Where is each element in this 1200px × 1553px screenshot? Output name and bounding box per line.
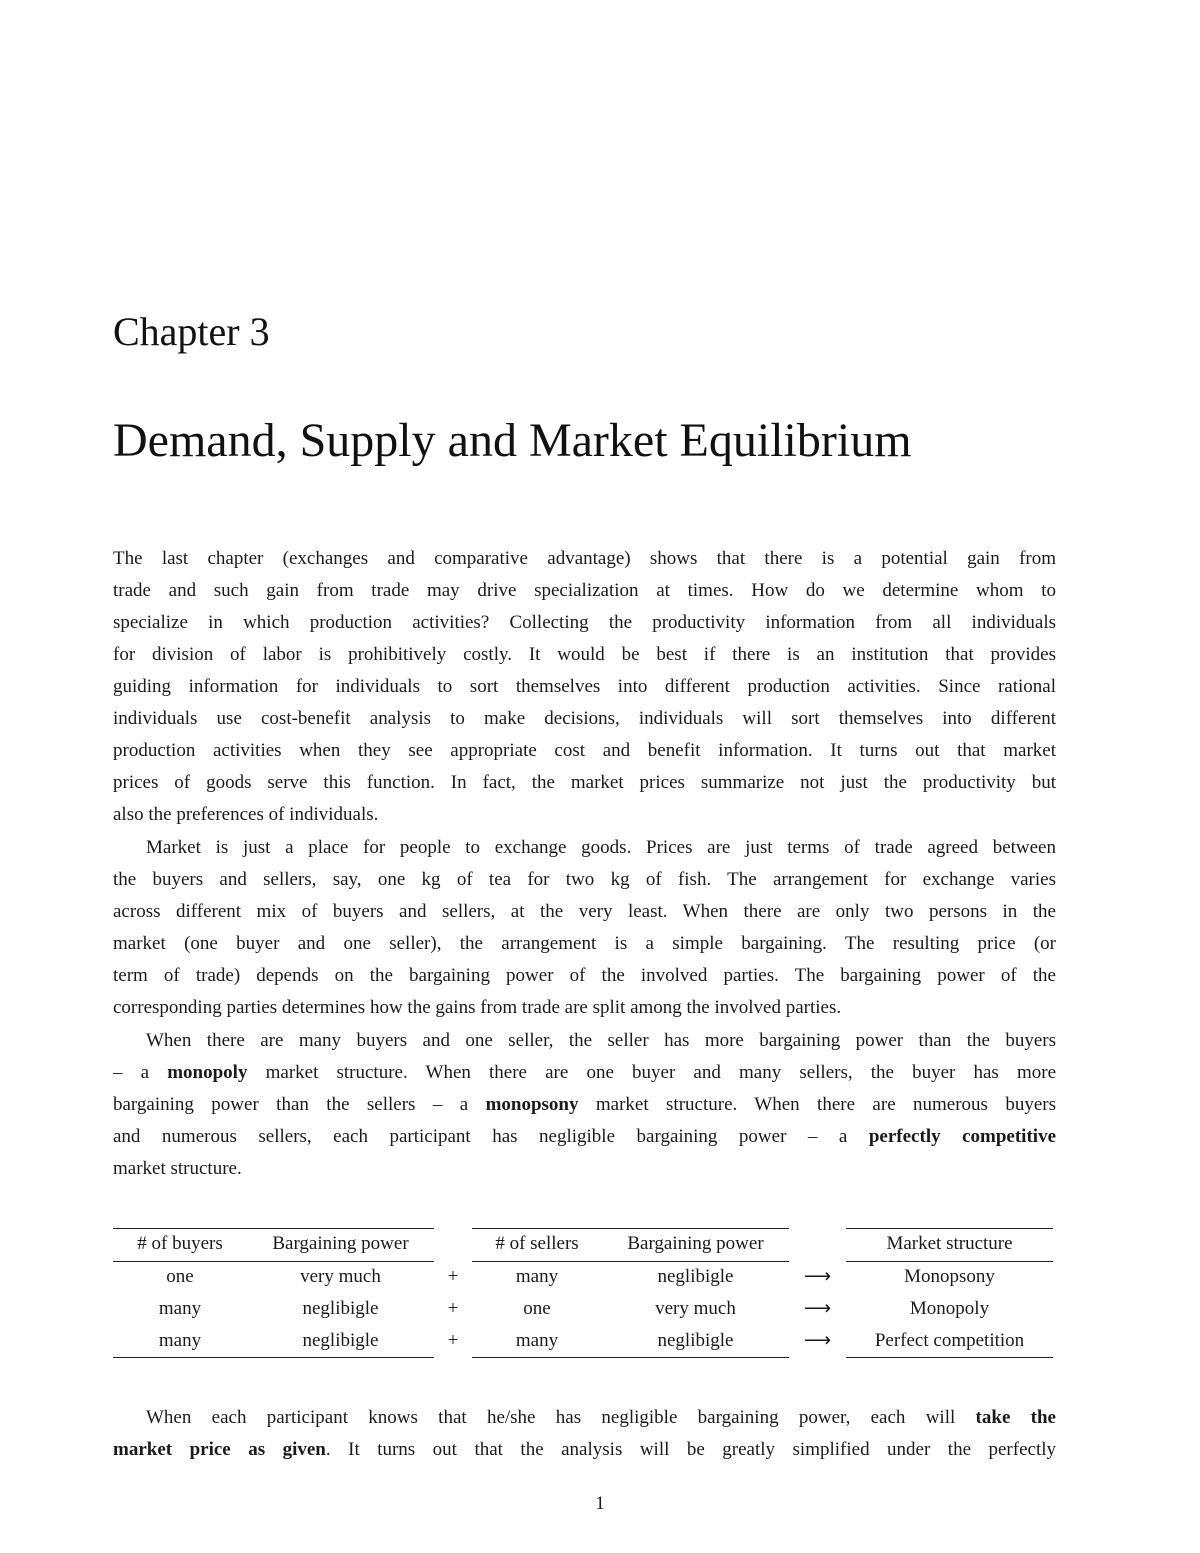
table-rule [472, 1357, 789, 1358]
paragraph-line: term of trade) depends on the bargaining power of the involved parties. The bargaining power of the [113, 965, 1056, 986]
paragraph-line [146, 1402, 1056, 1434]
page-number: 1 [595, 1493, 605, 1514]
term-market-price-as-given: market price as given [113, 1439, 326, 1460]
text-run: . It turns out that the analysis will be greatly simplified under the perfectly [325, 1439, 1057, 1460]
paragraph-line: the buyers and sellers, say, one kg of tea for two kg of fish. The arrangement for exchange varies [113, 869, 1056, 890]
header-structure: Market structure [886, 1233, 1013, 1254]
chapter-label: Chapter 3 [113, 309, 270, 354]
paragraph-line: specialize in which production activities? Collecting the productivity information from all individuals [113, 612, 1056, 633]
paragraph-line: market (one buyer and one seller), the arrangement is a simple bargaining. The resulting price (or [113, 933, 1056, 954]
paragraph-line: also the preferences of individuals. [113, 804, 379, 825]
table-cell: very much [300, 1266, 381, 1287]
text-run: bargaining power than the sellers – a [113, 1094, 486, 1115]
table-cell: one [166, 1266, 194, 1287]
paragraph-line: across different mix of buyers and sellers, at the very least. When there are only two persons in the [113, 901, 1056, 922]
term-take-the: take the [975, 1407, 1056, 1428]
table-cell: many [158, 1330, 202, 1351]
paragraph-line: The last chapter (exchanges and comparative advantage) shows that there is a potential gain from [113, 548, 1056, 569]
paragraph-line: individuals use cost-benefit analysis to make decisions, individuals will sort themselves into different [113, 708, 1056, 729]
table-cell: many [515, 1330, 559, 1351]
paragraph-line [113, 1121, 1056, 1153]
paragraph-line: guiding information for individuals to sort themselves into different production activities. Since rational [113, 676, 1056, 697]
text-run: When each participant knows that he/she has negligible bargaining power, each will [146, 1407, 976, 1428]
plus-sign: + [447, 1266, 459, 1287]
header-sellers: # of sellers [495, 1233, 579, 1254]
paragraph-line: prices of goods serve this function. In fact, the market prices summarize not just the productivity but [113, 772, 1056, 793]
table-cell: very much [655, 1298, 736, 1319]
market-structure-table [113, 1227, 1056, 1359]
table-cell: neglibigle [302, 1330, 379, 1351]
paragraph-line: for division of labor is prohibitively costly. It would be best if there is an institution that provides [113, 644, 1056, 665]
table-cell: many [158, 1298, 202, 1319]
paragraph-line: When there are many buyers and one seller, the seller has more bargaining power than the buyers [146, 1030, 1056, 1051]
arrow-icon: ⟶ [803, 1266, 832, 1287]
table-cell: neglibigle [302, 1298, 379, 1319]
table-cell: one [523, 1298, 551, 1319]
paragraph-line [113, 1057, 1056, 1089]
chapter-title: Demand, Supply and Market Equilibrium [113, 414, 912, 467]
paragraph-line: market structure. [113, 1158, 242, 1179]
plus-sign: + [447, 1298, 459, 1319]
term-monopoly: monopoly [167, 1062, 248, 1083]
arrow-icon: ⟶ [803, 1330, 832, 1351]
header-buyers: # of buyers [137, 1233, 223, 1254]
paragraph-line: production activities when they see appropriate cost and benefit information. It turns out that market [113, 740, 1056, 761]
paragraph-line [113, 1434, 1056, 1466]
paragraph-line [113, 1089, 1056, 1121]
text-run: market structure. When there are numerous buyers [578, 1094, 1056, 1115]
arrow-icon: ⟶ [803, 1298, 832, 1319]
plus-sign: + [447, 1330, 459, 1351]
term-perfectly-competitive: perfectly competitive [868, 1126, 1056, 1147]
table-rule [113, 1357, 434, 1358]
paragraph-line: Market is just a place for people to exchange goods. Prices are just terms of trade agreed between [146, 837, 1056, 858]
table-cell: neglibigle [657, 1330, 734, 1351]
text-run: market structure. When there are one buyer and many sellers, the buyer has more [247, 1062, 1056, 1083]
table-cell: neglibigle [657, 1266, 734, 1287]
term-monopsony: monopsony [485, 1094, 579, 1115]
header-buyer-power: Bargaining power [272, 1233, 409, 1254]
table-rule [846, 1357, 1053, 1358]
table-cell: Perfect competition [874, 1330, 1025, 1351]
text-run: – a [113, 1062, 168, 1083]
text-run: and numerous sellers, each participant has negligible bargaining power – a [113, 1126, 869, 1147]
header-seller-power: Bargaining power [627, 1233, 764, 1254]
paragraph-line: trade and such gain from trade may drive specialization at times. How do we determine whom to [113, 580, 1056, 601]
table-cell: many [515, 1266, 559, 1287]
table-cell: Monopoly [909, 1298, 990, 1319]
table-cell: Monopsony [904, 1266, 995, 1287]
paragraph-line: corresponding parties determines how the gains from trade are split among the involved parties. [113, 997, 842, 1018]
